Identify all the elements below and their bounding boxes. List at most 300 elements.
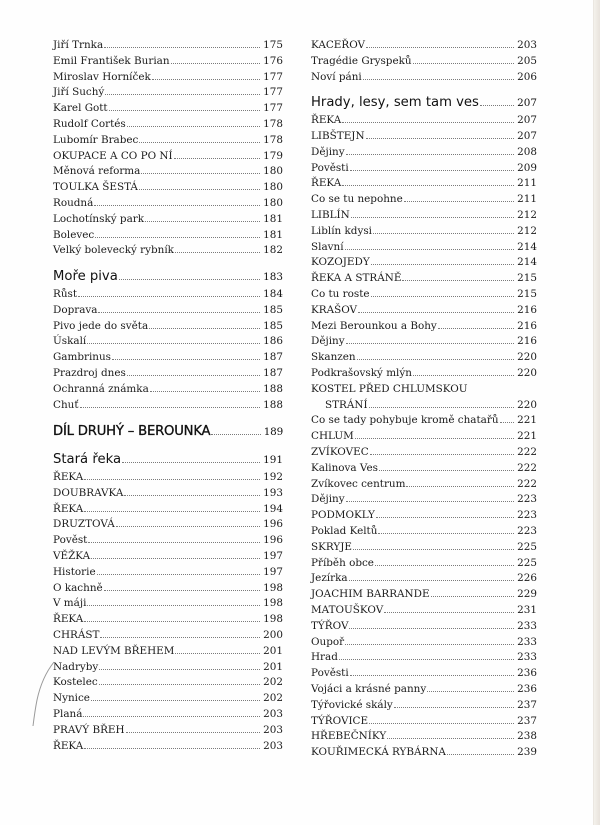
dot-leader bbox=[139, 189, 260, 190]
dot-leader bbox=[363, 79, 514, 80]
toc-entry bbox=[311, 285, 537, 301]
dot-leader bbox=[152, 79, 260, 80]
toc-entry bbox=[311, 190, 537, 206]
toc-entry-title: ŘEKA bbox=[53, 613, 84, 626]
toc-entry-title: OKUPACE A CO PO NÍ bbox=[53, 149, 173, 162]
dot-leader bbox=[150, 391, 260, 392]
toc-entry-title: VĚŽKA bbox=[53, 550, 91, 562]
toc-page-number: 226 bbox=[517, 572, 537, 585]
dot-leader bbox=[109, 110, 261, 111]
dot-leader bbox=[78, 296, 260, 297]
toc-page-number: 201 bbox=[263, 644, 283, 657]
toc-entry-title: Nadryby bbox=[53, 660, 99, 673]
toc-entry bbox=[53, 484, 283, 500]
toc-page-number: 191 bbox=[263, 454, 283, 467]
toc-entry bbox=[311, 585, 537, 601]
toc-entry-title: TÝŘOV bbox=[311, 619, 349, 632]
toc-entry-title: Planá bbox=[53, 708, 83, 720]
toc-section-heading bbox=[311, 92, 537, 110]
toc-entry bbox=[311, 617, 537, 633]
toc-page-number: 220 bbox=[517, 367, 537, 379]
toc-entry-title: TOULKA ŠESTÁ bbox=[53, 181, 138, 194]
toc-entry bbox=[311, 380, 537, 396]
toc-page-number: 181 bbox=[263, 212, 283, 225]
dot-leader bbox=[105, 94, 260, 95]
dot-leader bbox=[413, 63, 515, 64]
dot-leader bbox=[119, 279, 260, 280]
toc-page-number: 223 bbox=[517, 509, 537, 522]
toc-entry-title: ŘEKA bbox=[53, 739, 84, 752]
dot-leader bbox=[378, 533, 514, 534]
toc-page-number: 209 bbox=[517, 161, 537, 174]
toc-page-number: 181 bbox=[263, 228, 283, 241]
dot-leader bbox=[104, 47, 260, 48]
dot-leader bbox=[145, 221, 260, 222]
toc-page-number: 239 bbox=[517, 746, 537, 759]
dot-leader bbox=[149, 328, 260, 329]
toc-page-number: 176 bbox=[263, 54, 283, 67]
toc-page-number: 203 bbox=[263, 708, 283, 720]
toc-entry bbox=[311, 301, 537, 317]
toc-entry-title: Rudolf Cortés bbox=[53, 118, 126, 130]
toc-page-number: 194 bbox=[263, 502, 283, 515]
toc-entry bbox=[311, 348, 537, 364]
toc-page-number: 221 bbox=[517, 414, 537, 427]
toc-entry bbox=[53, 99, 283, 115]
toc-entry bbox=[311, 506, 537, 522]
toc-page-number: 182 bbox=[263, 244, 283, 257]
toc-entry-title: LIBŠTEJN bbox=[311, 130, 365, 142]
dot-leader bbox=[84, 748, 260, 749]
toc-entry-title: KACEŘOV bbox=[311, 39, 366, 51]
toc-entry bbox=[53, 642, 283, 658]
toc-entry-title: Jezírka bbox=[311, 572, 348, 585]
toc-entry bbox=[53, 68, 283, 84]
toc-entry bbox=[53, 626, 283, 642]
toc-page-number: 236 bbox=[517, 683, 537, 695]
dot-leader bbox=[87, 343, 260, 344]
toc-page-number: 207 bbox=[517, 130, 537, 142]
dot-leader bbox=[100, 637, 260, 638]
toc-section-heading bbox=[53, 266, 283, 284]
dot-leader bbox=[95, 237, 260, 238]
toc-entry bbox=[311, 396, 537, 412]
toc-entry bbox=[53, 737, 283, 753]
dot-leader bbox=[171, 63, 261, 64]
toc-entry bbox=[53, 500, 283, 516]
dot-leader bbox=[350, 170, 514, 171]
dot-leader bbox=[351, 217, 514, 218]
dot-leader bbox=[384, 612, 514, 613]
toc-entry bbox=[53, 348, 283, 364]
page-edge-line bbox=[593, 0, 594, 825]
dot-leader bbox=[413, 375, 514, 376]
toc-entry bbox=[53, 673, 283, 689]
toc-page-number: 214 bbox=[517, 240, 537, 253]
toc-page-number: 177 bbox=[263, 86, 283, 99]
toc-entry bbox=[311, 68, 537, 84]
toc-entry-title: Příběh obce bbox=[311, 556, 374, 569]
dot-leader bbox=[127, 126, 260, 127]
toc-entry bbox=[311, 443, 537, 459]
toc-entry bbox=[311, 253, 537, 269]
toc-entry bbox=[311, 269, 537, 285]
toc-page-number: 225 bbox=[517, 540, 537, 553]
toc-entry bbox=[53, 226, 283, 242]
dot-leader bbox=[98, 312, 260, 313]
dot-leader bbox=[99, 684, 260, 685]
toc-page-number: 179 bbox=[263, 149, 283, 162]
toc-entry-title: Dějiny bbox=[311, 493, 345, 506]
dot-leader bbox=[97, 574, 261, 575]
toc-entry-title: Podkrašovský mlýn bbox=[311, 367, 412, 379]
toc-entry-title: ŘEKA bbox=[311, 177, 342, 190]
toc-entry bbox=[53, 317, 283, 333]
toc-entry-title: MATOUŠKOV bbox=[311, 604, 384, 616]
dot-leader bbox=[358, 312, 514, 313]
toc-page-number: 193 bbox=[263, 486, 283, 499]
toc-entry-title: Měnová reforma bbox=[53, 165, 141, 178]
toc-page-number: 198 bbox=[263, 613, 283, 626]
toc-entry bbox=[53, 194, 283, 210]
toc-page-number: 206 bbox=[517, 70, 537, 83]
toc-entry-title: ZVÍKOVEC bbox=[311, 446, 369, 458]
toc-entry-title: Hrady, lesy, sem tam ves bbox=[311, 95, 479, 111]
dot-leader bbox=[379, 470, 514, 471]
toc-page-number: 202 bbox=[263, 676, 283, 689]
toc-entry-title: KOUŘIMECKÁ RYBÁRNA bbox=[311, 746, 446, 759]
toc-page-number: 215 bbox=[517, 272, 537, 285]
dot-leader bbox=[87, 605, 260, 606]
dot-leader bbox=[349, 580, 515, 581]
toc-page-number: 207 bbox=[517, 97, 537, 110]
toc-entry bbox=[53, 115, 283, 131]
dot-leader bbox=[104, 590, 260, 591]
toc-entry-title: KOSTEL PŘED CHLUMSKOU bbox=[311, 382, 468, 395]
dot-leader bbox=[438, 328, 514, 329]
toc-entry bbox=[53, 531, 283, 547]
toc-page-number: 208 bbox=[517, 145, 537, 158]
toc-entry bbox=[53, 162, 283, 178]
dot-leader bbox=[122, 462, 260, 463]
dot-leader bbox=[91, 558, 260, 559]
toc-entry-title: LIBLÍN bbox=[311, 209, 350, 221]
toc-entry bbox=[53, 563, 283, 579]
dot-leader bbox=[353, 549, 514, 550]
toc-page-number: 216 bbox=[517, 335, 537, 348]
dot-leader bbox=[404, 201, 514, 202]
toc-entry bbox=[311, 159, 537, 175]
toc-entry bbox=[53, 241, 283, 257]
toc-entry bbox=[311, 222, 537, 238]
toc-entry-title: Vojáci a krásné panny bbox=[311, 683, 427, 695]
toc-entry bbox=[311, 538, 537, 554]
toc-page-number: 180 bbox=[263, 197, 283, 209]
toc-part-heading bbox=[53, 421, 283, 439]
dot-leader bbox=[346, 343, 515, 344]
toc-page-number: 233 bbox=[517, 635, 537, 648]
toc-page-number: 183 bbox=[263, 271, 283, 284]
dot-leader bbox=[84, 621, 260, 622]
toc-entry bbox=[53, 285, 283, 301]
dot-leader bbox=[94, 205, 260, 206]
toc-page-number: 211 bbox=[517, 193, 537, 206]
dot-leader bbox=[371, 296, 515, 297]
toc-page-number: 229 bbox=[517, 588, 537, 601]
toc-page-number: 177 bbox=[263, 70, 283, 83]
toc-entry bbox=[311, 712, 537, 728]
toc-entry-title: Gambrinus bbox=[53, 351, 112, 364]
toc-page-number: 216 bbox=[517, 303, 537, 316]
toc-entry-title: Kostelec bbox=[53, 676, 98, 689]
toc-page-number: 198 bbox=[263, 581, 283, 594]
toc-entry bbox=[53, 658, 283, 674]
toc-entry bbox=[311, 143, 537, 159]
toc-entry-title: Kalinova Ves bbox=[311, 461, 378, 474]
dot-leader bbox=[480, 105, 514, 106]
toc-entry bbox=[311, 569, 537, 585]
toc-entry bbox=[311, 633, 537, 649]
dot-leader bbox=[427, 691, 514, 692]
toc-page-number: 185 bbox=[263, 319, 283, 332]
toc-page-number: 177 bbox=[263, 102, 283, 115]
toc-entry-title: Prazdroj dnes bbox=[53, 367, 126, 379]
toc-entry bbox=[311, 111, 537, 127]
dot-leader bbox=[366, 47, 514, 48]
toc-entry bbox=[53, 301, 283, 317]
toc-entry bbox=[53, 594, 283, 610]
toc-page-number: 196 bbox=[263, 534, 283, 547]
toc-entry-title: PRAVÝ BŘEH bbox=[53, 723, 125, 736]
toc-entry bbox=[53, 147, 283, 163]
toc-entry-title: Lubomír Brabec bbox=[53, 133, 139, 146]
dot-leader bbox=[175, 252, 260, 253]
toc-entry-title: Noví páni bbox=[311, 70, 362, 83]
dot-leader bbox=[175, 653, 260, 654]
toc-page-number: 175 bbox=[263, 39, 283, 51]
toc-entry-title: Zvíkovec centrum bbox=[311, 477, 406, 490]
toc-page-number: 186 bbox=[263, 335, 283, 348]
toc-entry bbox=[311, 332, 537, 348]
pencil-stroke-mark bbox=[28, 660, 58, 730]
toc-entry bbox=[311, 364, 537, 380]
toc-page-number: 188 bbox=[263, 382, 283, 395]
dot-leader bbox=[339, 659, 514, 660]
dot-leader bbox=[371, 264, 514, 265]
toc-entry-title: Pověst bbox=[53, 534, 88, 547]
dot-leader bbox=[83, 716, 260, 717]
toc-page-number: 203 bbox=[263, 723, 283, 736]
toc-entry-title: DÍL DRUHÝ – BEROUNKA bbox=[53, 424, 211, 440]
toc-entry-title: CHLUM bbox=[311, 430, 354, 443]
toc-entry-title: NAD LEVÝM BŘEHEM bbox=[53, 644, 175, 657]
dot-leader bbox=[88, 542, 260, 543]
toc-section-heading bbox=[53, 449, 283, 467]
toc-entry-title: TÝŘOVICE bbox=[311, 714, 369, 727]
toc-page-number: 205 bbox=[517, 54, 537, 67]
toc-entry-title: Doprava bbox=[53, 303, 98, 316]
toc-page-number: 197 bbox=[263, 550, 283, 562]
dot-leader bbox=[127, 375, 260, 376]
toc-page-number: 180 bbox=[263, 181, 283, 194]
toc-page-number: 192 bbox=[263, 471, 283, 483]
toc-page-number: 220 bbox=[517, 398, 537, 411]
dot-leader bbox=[394, 707, 514, 708]
toc-entry-title: Roudná bbox=[53, 197, 94, 209]
toc-entry bbox=[311, 411, 537, 427]
toc-entry bbox=[311, 743, 537, 759]
toc-entry bbox=[311, 459, 537, 475]
toc-entry bbox=[311, 522, 537, 538]
toc-entry bbox=[53, 36, 283, 52]
toc-entry bbox=[53, 332, 283, 348]
toc-entry bbox=[311, 490, 537, 506]
toc-entry bbox=[311, 238, 537, 254]
toc-entry-title: Lochotínský park bbox=[53, 212, 145, 225]
toc-entry bbox=[311, 727, 537, 743]
toc-entry bbox=[311, 648, 537, 664]
toc-entry bbox=[53, 468, 283, 484]
toc-entry-title: Hrad bbox=[311, 651, 338, 664]
toc-entry-title: O kachně bbox=[53, 581, 103, 594]
toc-entry-title: Jiří Suchý bbox=[53, 86, 105, 99]
dot-leader bbox=[406, 486, 514, 487]
toc-entry-title: Emil František Burian bbox=[53, 54, 170, 67]
toc-entry-title: Liblín kdysi bbox=[311, 224, 372, 237]
toc-entry-title: KOZOJEDY bbox=[311, 256, 370, 269]
toc-entry-title: Oupoř bbox=[311, 635, 345, 648]
toc-entry-title: Mezi Berounkou a Bohy bbox=[311, 319, 437, 332]
toc-entry-title: Historie bbox=[53, 565, 96, 578]
toc-page-number: 198 bbox=[263, 597, 283, 610]
toc-entry-title: Co se tu nepohne bbox=[311, 193, 403, 206]
toc-entry-title: Úskalí bbox=[53, 335, 87, 348]
toc-entry-title: Bolevec bbox=[53, 228, 95, 241]
toc-page-number: 225 bbox=[517, 556, 537, 569]
dot-leader bbox=[84, 511, 260, 512]
dot-leader bbox=[350, 675, 514, 676]
toc-entry-title: Týřovické skály bbox=[311, 698, 393, 711]
dot-leader bbox=[346, 154, 515, 155]
toc-entry-title: Co se tady pohybuje kromě chatařů bbox=[311, 414, 499, 427]
toc-page-number: 211 bbox=[517, 177, 537, 190]
toc-entry-title: JOACHIM BARRANDE bbox=[311, 588, 430, 601]
toc-page-number: 188 bbox=[263, 398, 283, 411]
toc-entry bbox=[311, 174, 537, 190]
toc-entry-title: Moře piva bbox=[53, 269, 118, 285]
toc-page-number: 180 bbox=[263, 165, 283, 178]
dot-leader bbox=[346, 501, 515, 502]
toc-entry-title: SKRYJE bbox=[311, 540, 352, 553]
toc-entry-title: Nynice bbox=[53, 692, 90, 705]
toc-entry bbox=[53, 547, 283, 563]
toc-entry bbox=[311, 664, 537, 680]
toc-page-number: 222 bbox=[517, 461, 537, 474]
toc-page-number: 201 bbox=[263, 660, 283, 673]
toc-entry-title: Poklad Keltů bbox=[311, 525, 378, 537]
toc-entry-title: Velký bolevecký rybník bbox=[53, 244, 174, 257]
toc-entry-title: Slavní bbox=[311, 240, 344, 253]
dot-leader bbox=[124, 495, 260, 496]
toc-entry bbox=[311, 475, 537, 491]
toc-page-number: 237 bbox=[517, 698, 537, 711]
toc-entry bbox=[311, 317, 537, 333]
toc-entry-title: Růst bbox=[53, 288, 78, 300]
toc-entry bbox=[53, 579, 283, 595]
toc-page-number: 200 bbox=[263, 629, 283, 641]
toc-entry-title: Dějiny bbox=[311, 145, 345, 158]
toc-page-number: 212 bbox=[517, 224, 537, 237]
toc-entry bbox=[311, 206, 537, 222]
toc-entry bbox=[53, 83, 283, 99]
toc-entry-title: Co tu roste bbox=[311, 288, 370, 300]
toc-entry bbox=[53, 515, 283, 531]
dot-leader bbox=[345, 249, 515, 250]
dot-leader bbox=[373, 233, 514, 234]
toc-entry bbox=[53, 364, 283, 380]
toc-entry bbox=[311, 601, 537, 617]
toc-entry-title: Stará řeka bbox=[53, 452, 122, 468]
toc-page-number: 178 bbox=[263, 133, 283, 146]
toc-entry-title: CHRÁST bbox=[53, 629, 100, 641]
toc-page-number: 203 bbox=[517, 39, 537, 51]
toc-page-number: 187 bbox=[263, 367, 283, 379]
dot-leader bbox=[342, 185, 514, 186]
toc-page-number: 222 bbox=[517, 446, 537, 458]
toc-entry-title: ŘEKA bbox=[53, 502, 84, 515]
page-edge-shadow bbox=[594, 0, 600, 825]
toc-entry bbox=[53, 178, 283, 194]
toc-entry bbox=[311, 36, 537, 52]
dot-leader bbox=[370, 454, 514, 455]
dot-leader bbox=[376, 517, 514, 518]
toc-entry bbox=[53, 131, 283, 147]
dot-leader bbox=[116, 526, 260, 527]
dot-leader bbox=[402, 280, 514, 281]
toc-entry-title: ŘEKA A STRÁNĚ bbox=[311, 272, 402, 285]
toc-page-number: 233 bbox=[517, 619, 537, 632]
dot-leader bbox=[84, 479, 260, 480]
toc-page-number: 223 bbox=[517, 525, 537, 537]
toc-entry bbox=[311, 680, 537, 696]
toc-entry-title: PODMOKLY bbox=[311, 509, 375, 522]
toc-entry-title: DOUBRAVKA bbox=[53, 486, 124, 499]
toc-page-number: 237 bbox=[517, 714, 537, 727]
toc-page-number: 184 bbox=[263, 288, 283, 300]
toc-entry bbox=[311, 127, 537, 143]
toc-page-number: 178 bbox=[263, 118, 283, 130]
toc-entry bbox=[53, 721, 283, 737]
toc-entry bbox=[53, 705, 283, 721]
dot-leader bbox=[366, 138, 515, 139]
toc-entry bbox=[311, 554, 537, 570]
dot-leader bbox=[431, 596, 515, 597]
dot-leader bbox=[447, 754, 514, 755]
toc-entry-title: Pověsti bbox=[311, 161, 349, 174]
toc-entry bbox=[311, 427, 537, 443]
dot-leader bbox=[369, 407, 515, 408]
toc-entry bbox=[53, 610, 283, 626]
toc-page-number: 185 bbox=[263, 303, 283, 316]
toc-entry-title: Miroslav Horníček bbox=[53, 70, 151, 83]
toc-entry bbox=[53, 52, 283, 68]
toc-page-number: 196 bbox=[263, 518, 283, 531]
dot-leader bbox=[369, 723, 514, 724]
toc-page-number: 202 bbox=[263, 692, 283, 705]
toc-entry bbox=[53, 689, 283, 705]
dot-leader bbox=[211, 434, 260, 435]
toc-entry-title: Skanzen bbox=[311, 351, 356, 364]
